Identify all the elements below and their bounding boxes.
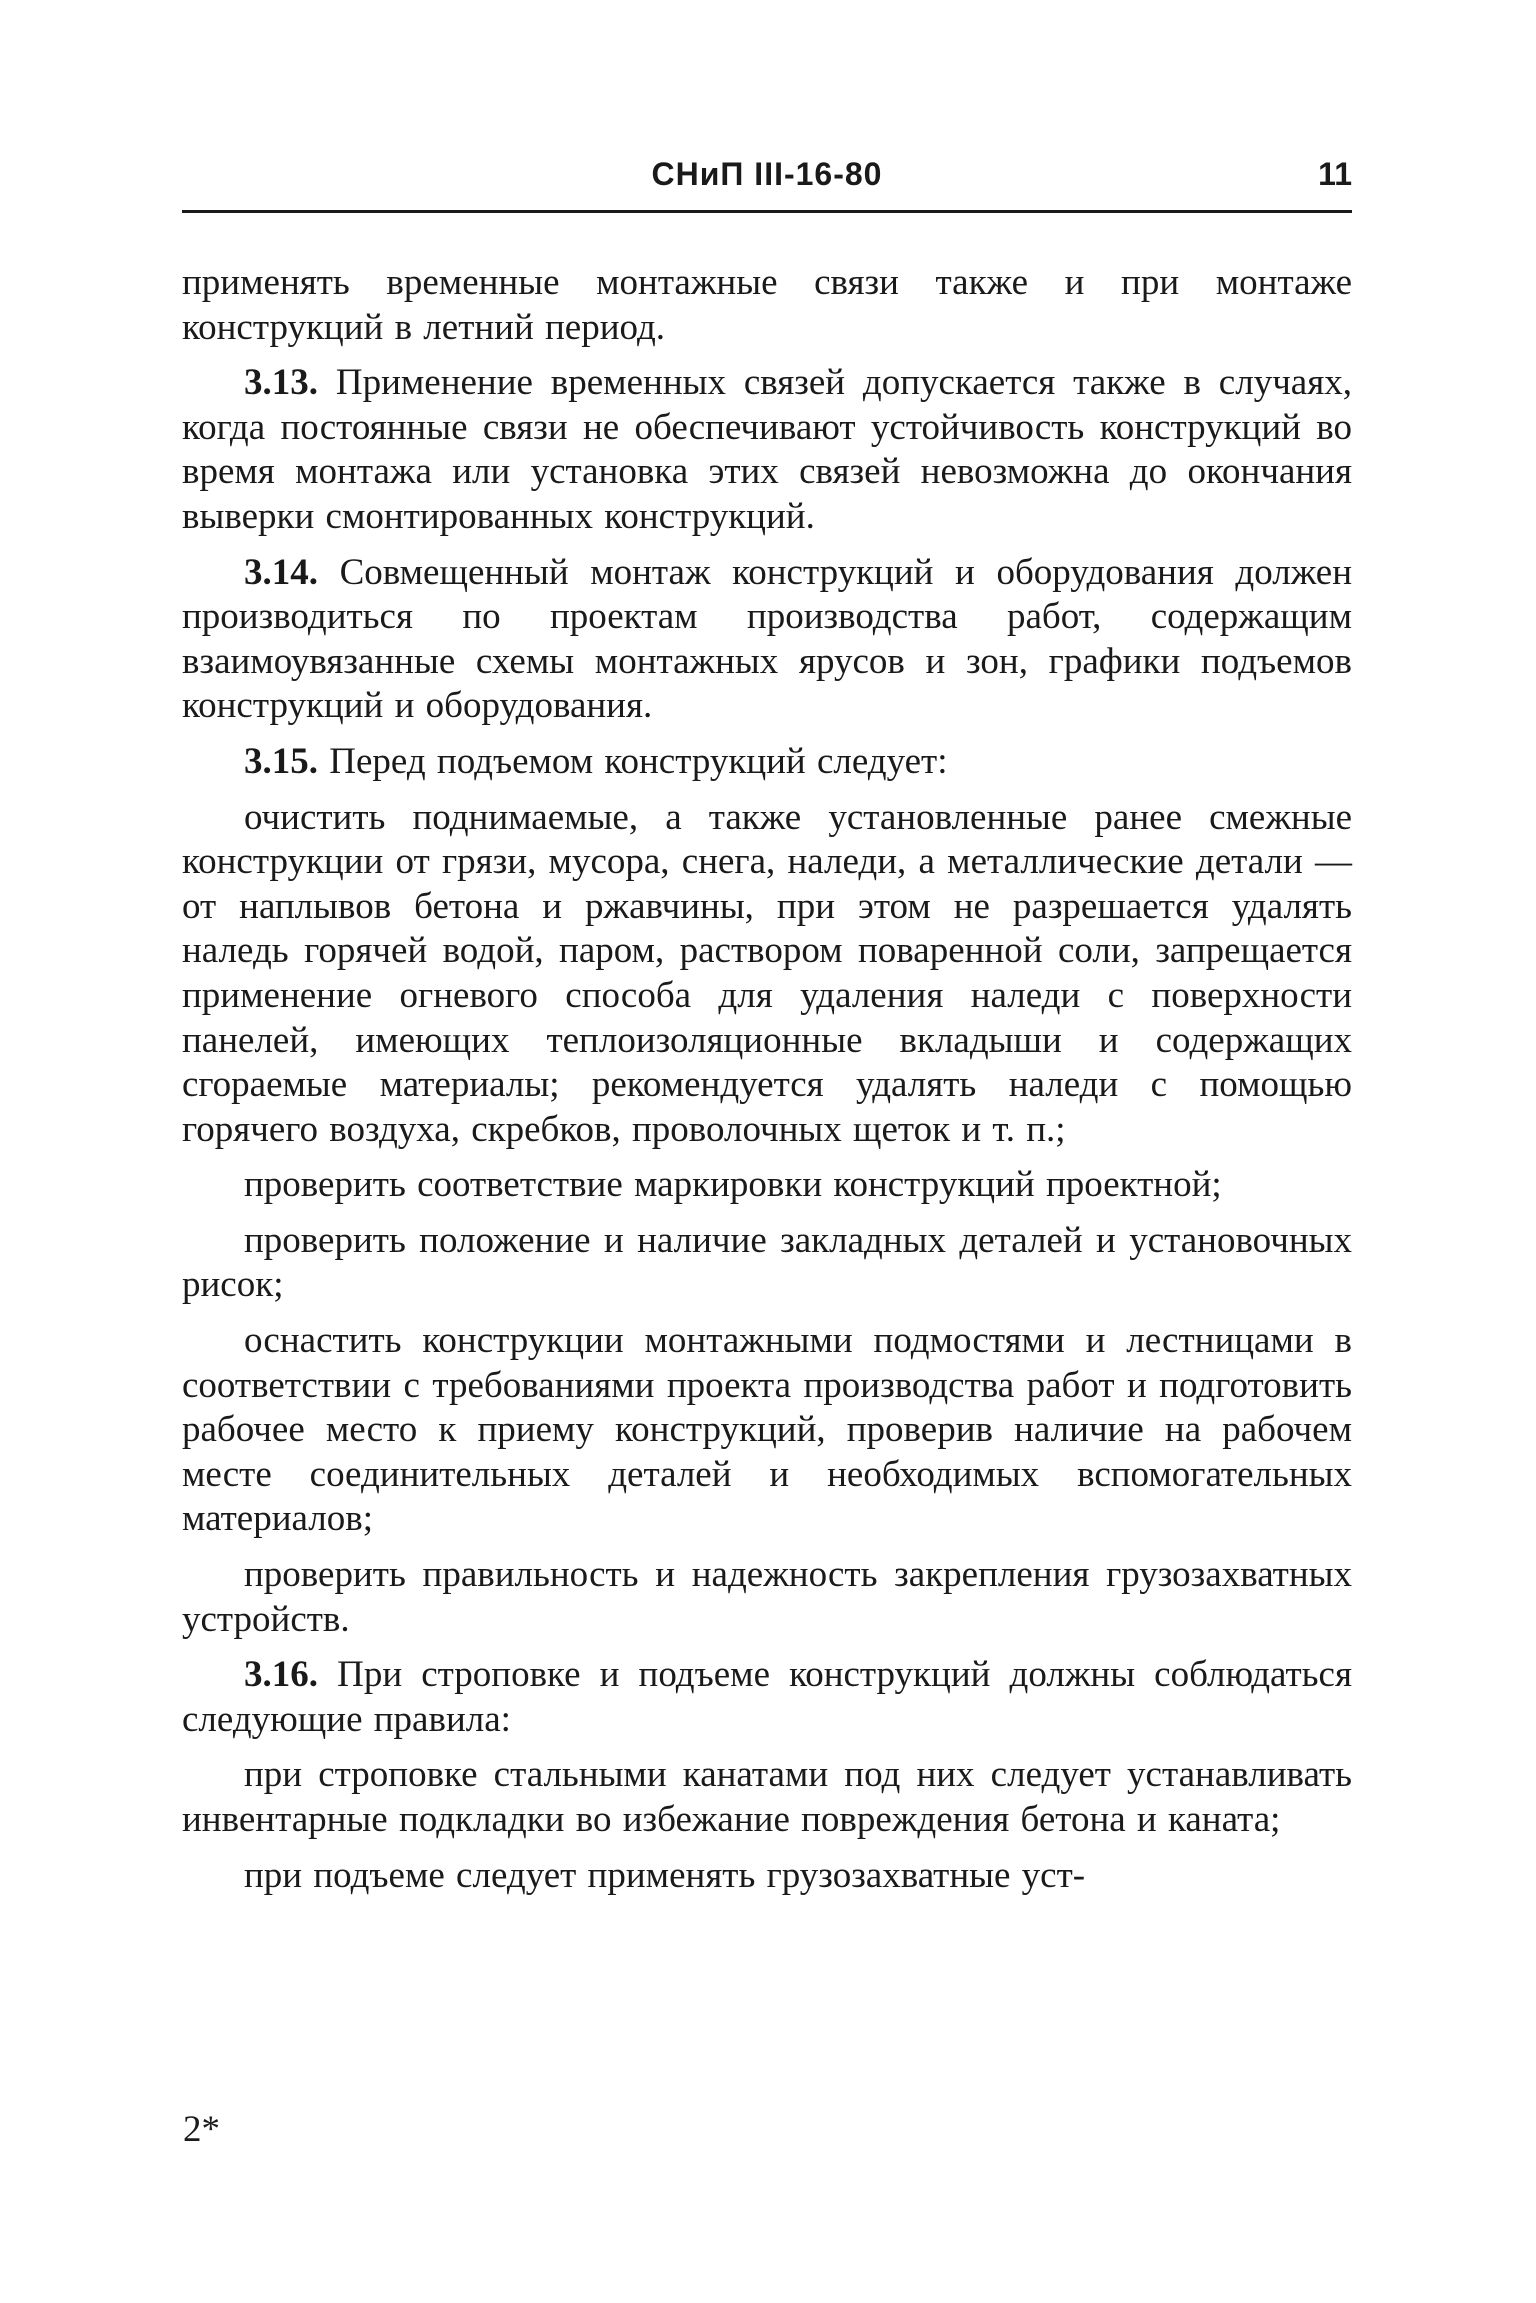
list-item-text: при подъеме следует применять грузозахватные уст- [244, 1854, 1086, 1896]
section-text: Перед подъемом конструкций следует: [329, 740, 948, 782]
list-item-text: оснастить конструкции монтажными подмостями и лестницами в соответствии с требованиями проекта производства работ и подготовить рабочее место к приему конструкций, проверив наличие на рабочем месте соединительных деталей и необходимых вспомогательных материалов; [182, 1320, 1352, 1540]
section-number: 3.13. [244, 362, 318, 404]
document-page [182, 150, 1352, 1909]
section-3-16 [182, 1653, 1352, 1742]
list-item [182, 1219, 1352, 1308]
list-item [182, 1854, 1352, 1899]
list-item-text: проверить положение и наличие закладных деталей и установочных рисок; [182, 1219, 1352, 1306]
section-text: При строповке и подъеме конструкций должны соблюдаться следующие правила: [182, 1654, 1353, 1740]
list-item [182, 1319, 1352, 1542]
list-item [182, 796, 1352, 1153]
list-item-text: при строповке стальными канатами под них следует устанавливать инвентарные подкладки во избежание повреждения бетона и каната; [182, 1754, 1352, 1840]
list-item [182, 1163, 1352, 1208]
list-item [182, 1753, 1352, 1842]
list-item-text: очистить поднимаемые, а также установленные ранее смежные конструкции от грязи, мусора, снега, наледи, а металлические детали — от наплывов бетона и ржавчины, при этом не разрешается удалять наледь горячей водой, паром, раствором поваренной соли, запрещается применение огневого способа для удаления наледи с поверхности панелей, имеющих теплоизоляционные вкладыши и содержащих сгораемые материалы; рекомендуется удалять наледи с помощью горячего воздуха, скребков, проволочных щеток и т. п.; [182, 796, 1352, 1150]
document-code: СНиП III-16-80 [651, 156, 883, 192]
page-header [182, 150, 1352, 208]
paragraph-text: применять временные монтажные связи также и при монтаже конструкций в летний период. [182, 262, 1352, 348]
section-text: Применение временных связей допускается также в случаях, когда постоянные связи не обеспечивают устойчивость конструкций во время монтажа или установка этих связей невозможна до окончания выверки смонтированных конструкций. [182, 362, 1352, 537]
paragraph-continuation [182, 261, 1352, 350]
section-text: Совмещенный монтаж конструкций и оборудования должен производиться по проектам производства работ, содержащим взаимоувязанные схемы монтажных ярусов и зон, графики подъемов конструкций и оборудования. [182, 551, 1352, 727]
section-3-15 [182, 740, 1352, 785]
section-3-13 [182, 361, 1352, 539]
list-item-text: проверить правильность и надежность закрепления грузозахватных устройств. [182, 1554, 1352, 1640]
header-rule [182, 210, 1352, 213]
section-number: 3.15. [244, 740, 318, 782]
page-number: 11 [1318, 156, 1352, 192]
list-item [182, 1553, 1352, 1642]
section-3-14 [182, 551, 1352, 729]
section-number: 3.16. [244, 1654, 318, 1696]
list-item-text: проверить соответствие маркировки конструкций проектной; [244, 1164, 1222, 1206]
section-number: 3.14. [244, 551, 318, 593]
signature-mark: 2* [183, 2109, 220, 2150]
